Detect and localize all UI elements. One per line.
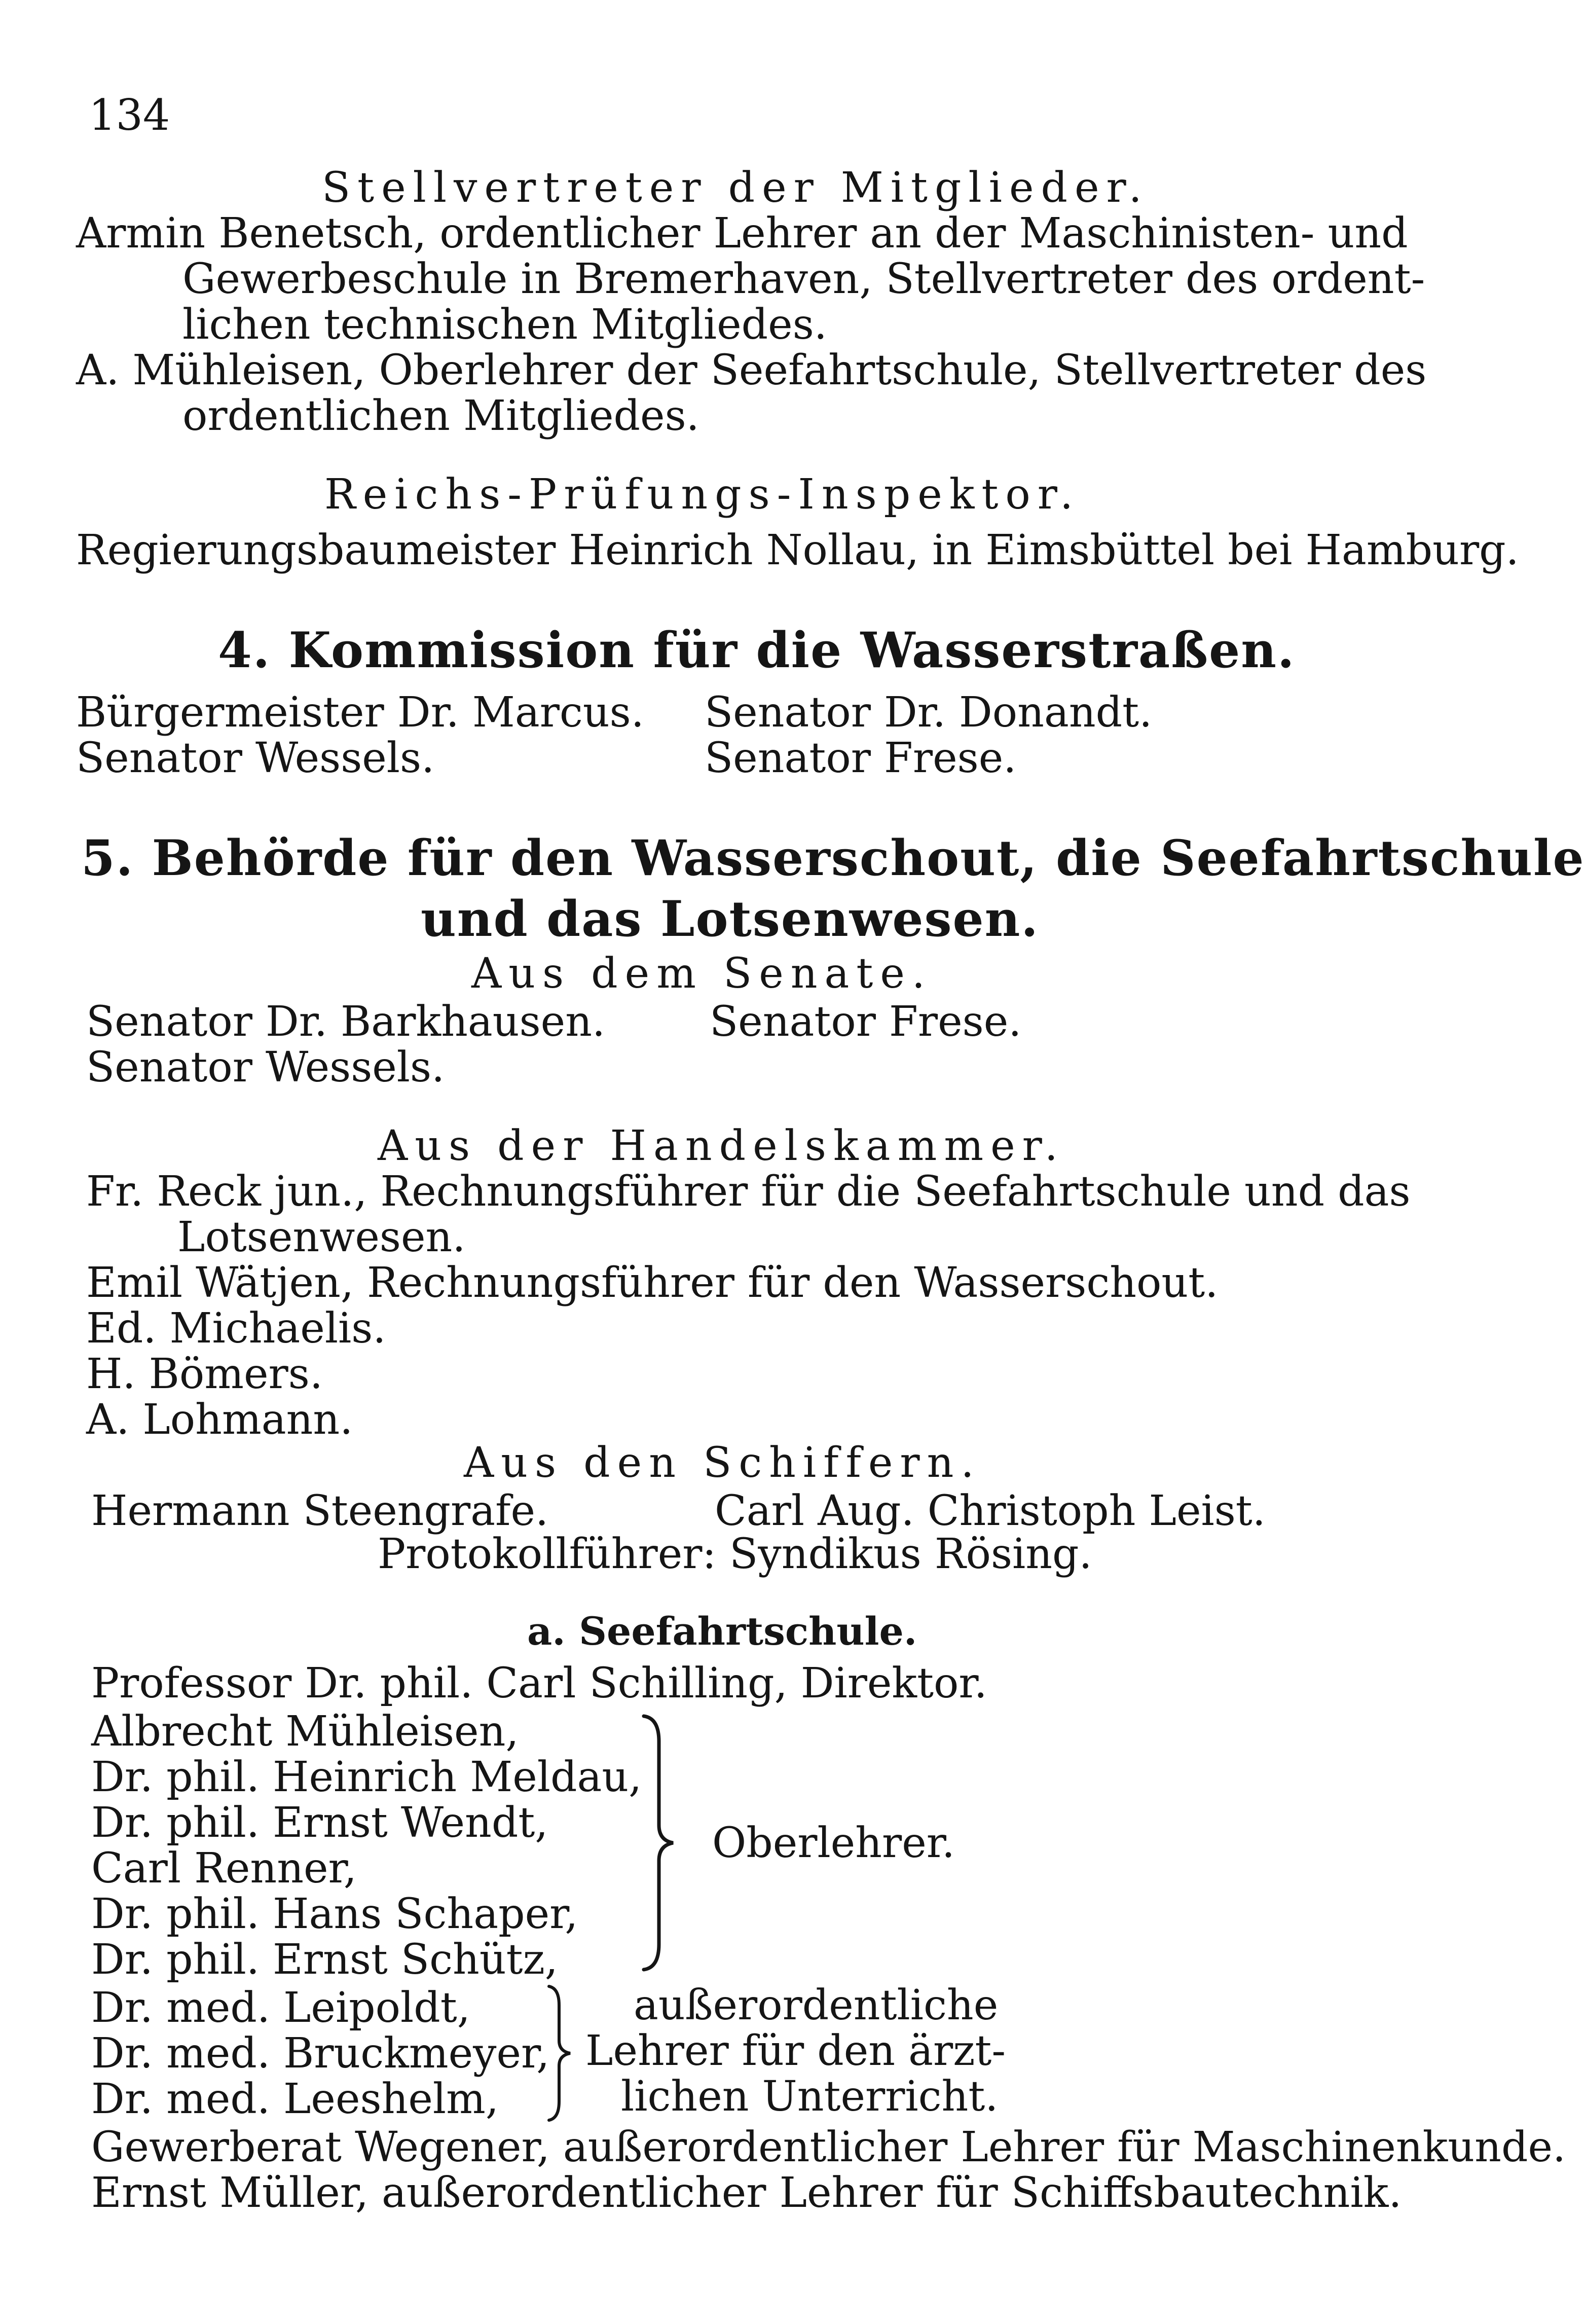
stellvertreter-entry-line: ordentlichen Mitgliedes.: [182, 392, 699, 440]
handelskammer-line: Lotsenwesen.: [177, 1213, 466, 1261]
member: Senator Wessels.: [76, 734, 435, 782]
member: Senator Frese.: [710, 998, 1022, 1046]
oberlehrer-brace: [639, 1711, 684, 1975]
section-4-title: 4. Kommission für die Wasserstraßen.: [218, 622, 1296, 679]
arzt-name: Dr. med. Leeshelm,: [91, 2075, 499, 2123]
member: Carl Aug. Christoph Leist.: [715, 1487, 1266, 1535]
inspektor-text: Regierungsbaumeister Heinrich Nollau, in Eimsbüttel bei Hamburg.: [76, 526, 1519, 574]
inspektor-heading: Reichs-Prüfungs-Inspektor.: [324, 470, 1081, 519]
aerzte-label-line: lichen Unterricht.: [621, 2073, 999, 2121]
handelskammer-line: Emil Wätjen, Rechnungsführer für den Wasserschout.: [86, 1259, 1219, 1307]
stellvertreter-entry-line: lichen technischen Mitgliedes.: [182, 301, 827, 349]
director: Professor Dr. phil. Carl Schilling, Direktor.: [91, 1659, 987, 1708]
oberlehrer-name: Dr. phil. Ernst Wendt,: [91, 1799, 548, 1847]
handelskammer-line: Fr. Reck jun., Rechnungsführer für die Seefahrtschule und das: [86, 1168, 1411, 1216]
oberlehrer-name: Dr. phil. Ernst Schütz,: [91, 1936, 558, 1984]
oberlehrer-label: Oberlehrer.: [712, 1819, 955, 1867]
stellvertreter-entry-line: A. Mühleisen, Oberlehrer der Seefahrtschule, Stellvertreter des: [76, 346, 1427, 394]
section-5-title-line2: und das Lotsenwesen.: [421, 890, 1039, 948]
handelskammer-heading: Aus der Handelskammer.: [378, 1122, 1065, 1170]
teacher-line: Ernst Müller, außerordentlicher Lehrer für Schiffsbautechnik.: [91, 2169, 1402, 2217]
oberlehrer-name: Carl Renner,: [91, 1844, 357, 1893]
aerzte-brace: [545, 1982, 580, 2124]
aerzte-label-line: außerordentliche: [634, 1981, 999, 2029]
member: Bürgermeister Dr. Marcus.: [76, 688, 644, 737]
member: Hermann Steengrafe.: [91, 1487, 549, 1535]
arzt-name: Dr. med. Bruckmeyer,: [91, 2029, 550, 2078]
schiffer-heading: Aus den Schiffern.: [464, 1439, 981, 1487]
member: Senator Dr. Barkhausen.: [86, 998, 606, 1046]
oberlehrer-name: Dr. phil. Hans Schaper,: [91, 1890, 578, 1938]
seefahrtschule-heading: a. Seefahrtschule.: [527, 1609, 917, 1654]
member: Senator Dr. Donandt.: [705, 688, 1153, 737]
handelskammer-line: A. Lohmann.: [86, 1396, 353, 1444]
oberlehrer-name: Dr. phil. Heinrich Meldau,: [91, 1753, 642, 1801]
oberlehrer-name: Albrecht Mühleisen,: [91, 1708, 519, 1756]
stellvertreter-heading: Stellvertreter der Mitglieder.: [322, 164, 1149, 212]
protokoll: Protokollführer: Syndikus Rösing.: [378, 1530, 1092, 1578]
aerzte-label-line: Lehrer für den ärzt-: [585, 2027, 1006, 2075]
member: Senator Frese.: [705, 734, 1017, 782]
stellvertreter-entry-line: Armin Benetsch, ordentlicher Lehrer an der Maschinisten- und: [76, 209, 1408, 258]
senat-heading: Aus dem Senate.: [471, 950, 932, 998]
section-5-title-line1: 5. Behörde für den Wasserschout, die Seefahrtschule: [81, 829, 1585, 887]
page-number: 134: [89, 90, 170, 140]
teacher-line: Gewerberat Wegener, außerordentlicher Lehrer für Maschinenkunde.: [91, 2123, 1566, 2171]
arzt-name: Dr. med. Leipoldt,: [91, 1984, 470, 2032]
stellvertreter-entry-line: Gewerbeschule in Bremerhaven, Stellvertreter des ordent-: [182, 255, 1425, 303]
handelskammer-line: H. Bömers.: [86, 1350, 323, 1398]
handelskammer-line: Ed. Michaelis.: [86, 1304, 386, 1353]
member: Senator Wessels.: [86, 1043, 445, 1092]
